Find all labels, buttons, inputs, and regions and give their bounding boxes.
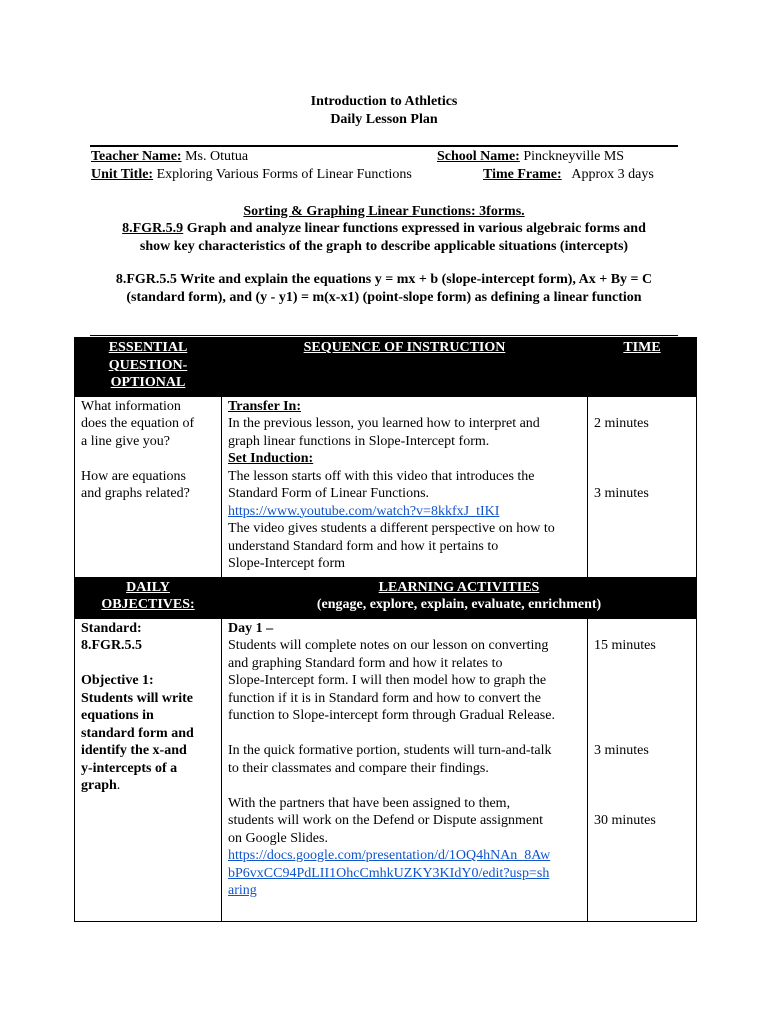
- learning-activities-header: LEARNING ACTIVITIES (engage, explore, explain, evaluate, enrichment): [222, 577, 697, 618]
- table-row: [75, 618, 697, 921]
- youtube-video-link[interactable]: https://www.youtube.com/watch?v=8kkfxJ_tIKI: [228, 503, 500, 519]
- daily-objectives-cell: Standard: 8.FGR.5.5 Objective 1: Students will write equations in standard form and identify the x-and y-intercepts of a graph.: [75, 618, 222, 921]
- sequence-of-instruction-header: SEQUENCE OF INSTRUCTION: [222, 338, 588, 397]
- table-header-row: [75, 338, 697, 397]
- document-title: Introduction to Athletics: [310, 94, 458, 109]
- time-frame-value: Approx 3 days: [561, 167, 654, 182]
- time-cell: 2 minutes 3 minutes: [588, 396, 697, 577]
- essential-question-header: ESSENTIAL QUESTION- OPTIONAL: [75, 338, 222, 397]
- school-name: [437, 148, 624, 166]
- document-subtitle: Daily Lesson Plan: [330, 112, 438, 127]
- google-slides-link[interactable]: https://docs.google.com/presentation/d/1OQ4hNAn_8Aw bP6vxCC94PdLII1OhcCmhkUZKY3KIdY0/edit?usp=sh aring: [228, 848, 551, 898]
- teacher-name: [91, 148, 248, 166]
- teacher-name-label: Teacher Name:: [91, 149, 182, 164]
- standard-5-9: 8.FGR.5.9 Graph and analyze linear functions expressed in various algebraic forms and show key characteristics of the graph to describe applicable situations (intercepts): [122, 221, 646, 254]
- divider: [90, 145, 678, 147]
- teacher-name-value: Ms. Otutua: [181, 149, 249, 164]
- unit-title: [91, 166, 412, 184]
- time-frame-label: Time Frame:: [483, 167, 562, 182]
- learning-activities-cell: Day 1 – Students will complete notes on our lesson on converting and graphing Standard form and how it relates to Slope-Intercept form. I will then model how to graph the function if it is in Standard form and how to convert the function to Slope-intercept form through Gradual Release. In the quick formative portion, students will turn-and-talk to their classmates and compare their findings. With the partners that have been assigned to them, students will work on the Defend or Dispute assignment on Google Slides. https://docs.google.com/presentation/d/1OQ4hNAn_8Aw bP6vxCC94PdLII1OhcCmhkUZKY3KIdY0/edit?usp=sh aring: [222, 618, 588, 921]
- table-header-row: [75, 577, 697, 618]
- standard-5-9-code: 8.FGR.5.9: [122, 221, 184, 236]
- daily-objectives-header: DAILY OBJECTIVES:: [75, 577, 222, 618]
- time-cell: 15 minutes 3 minutes 30 minutes: [588, 618, 697, 921]
- day-label: Day 1 –: [228, 620, 274, 636]
- standards-heading: Sorting & Graphing Linear Functions: 3forms.: [243, 204, 525, 219]
- unit-title-value: Exploring Various Forms of Linear Functions: [153, 167, 412, 182]
- essential-questions-cell: What information does the equation of a line give you? How are equations and graphs related?: [75, 396, 222, 577]
- school-name-value: Pinckneyville MS: [519, 149, 625, 164]
- standard-5-5: 8.FGR.5.5 Write and explain the equations y = mx + b (slope-intercept form), Ax + By = C (standard form), and (y - y1) = m(x-x1) (point-slope form) as defining a linear function: [115, 272, 653, 305]
- unit-title-label: Unit Title:: [91, 167, 154, 182]
- time-frame: [483, 166, 654, 184]
- lesson-plan-table: [74, 337, 697, 922]
- school-name-label: School Name:: [437, 149, 520, 164]
- divider: [90, 335, 678, 336]
- time-header: TIME: [588, 338, 697, 397]
- set-induction-label: Set Induction:: [228, 451, 314, 466]
- transfer-in-label: Transfer In:: [228, 398, 301, 414]
- table-row: [75, 396, 697, 577]
- sequence-cell: Transfer In: In the previous lesson, you learned how to interpret and graph linear functions in Slope-Intercept form. Set Induction: The lesson starts off with this video that introduces the Standard Form of Linear Functions. https://www.youtube.com/watch?v=8kkfxJ_tIKI The video gives students a different perspective on how to understand Standard form and how it pertains to Slope-Intercept form: [222, 396, 588, 577]
